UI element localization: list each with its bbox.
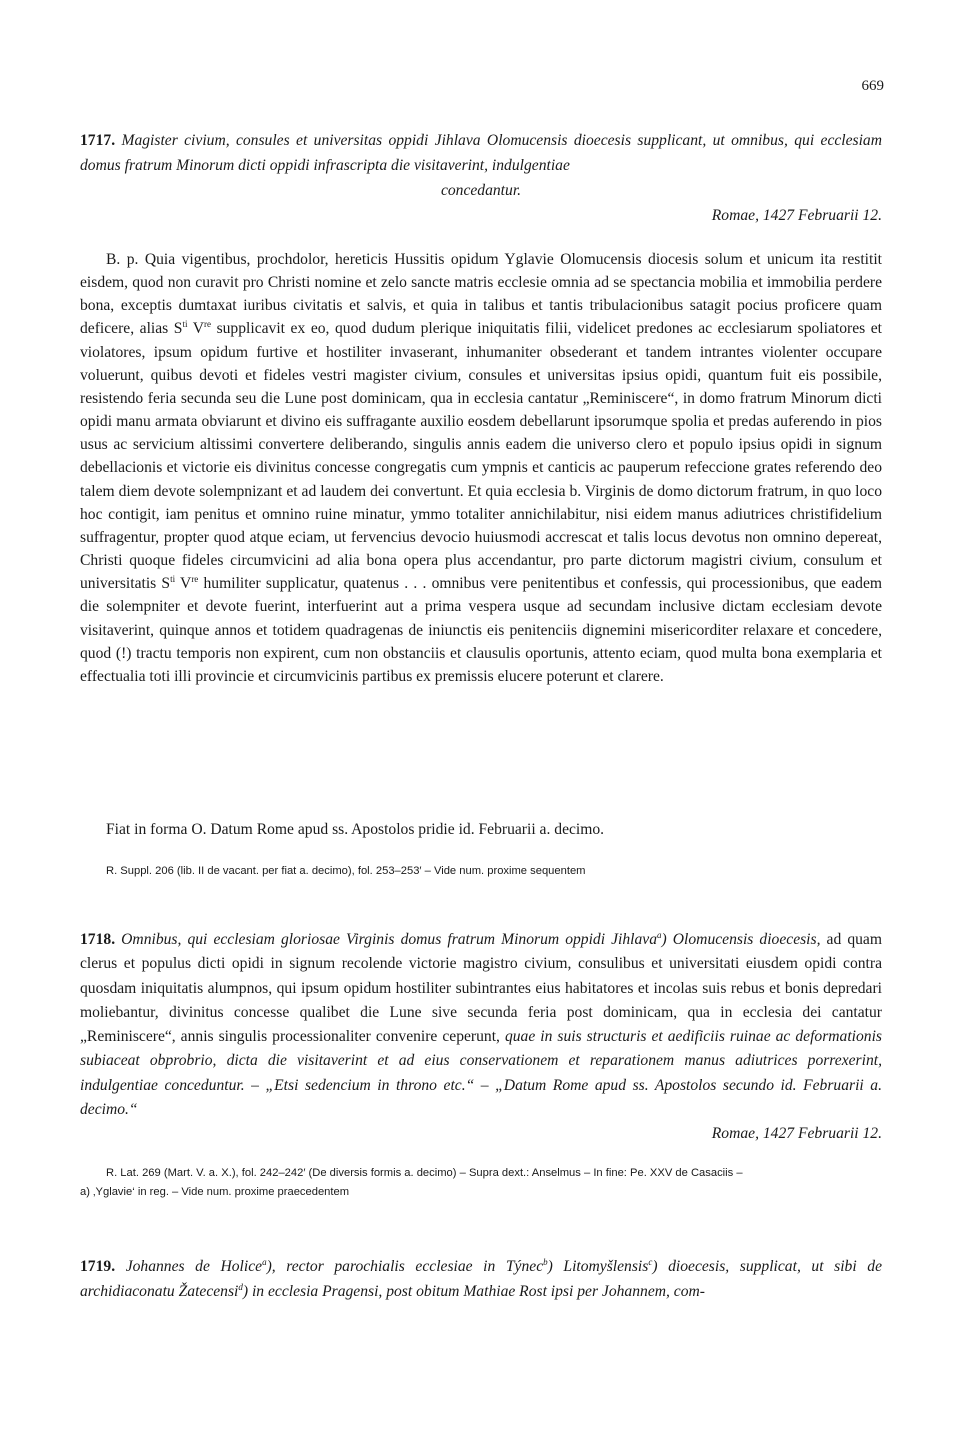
footnote: R. Suppl. 206 (lib. II de vacant. per fiat a. decimo), fol. 253–253′ – Vide num. proxime sequentem: [106, 865, 586, 877]
entry-1717-body: [80, 248, 882, 688]
entry-number: 1719.: [80, 1258, 116, 1275]
body-text-part-1: B. p. Quia vigentibus, prochdolor, hereticis Hussitis opidum Yglavie Olomucensis diocesis solum et unicum ita restitit eisdem, quod non curavit pro Christi nomine et zelo sancte matris ecclesie omnia ad se spectancia mobilia et immobilia perdere bona, exceptis dumtaxat iuribus civitatis et salvis, et quia in talibus et tantis tribulacionibus satagit pocius proficere quam deficere, alias S: [80, 251, 882, 338]
entry-1717: [80, 128, 882, 228]
footnote-line-1: R. Lat. 269 (Mart. V. a. X.), fol. 242–242′ (De diversis formis a. decimo) – Supra dext.: Anselmus – In fine: Pe. XXV de Casaciis –: [106, 1167, 743, 1179]
entry-title-c: quae in suis structuris et aedificiis ruinae ac deformationis subiaceat obprobrio, dicta die visitaverint et ad eius conservationem et reparationem manus adiutrices porrexerint, indulgentiae conceduntur. – „Etsi sedencium in throno etc.“ – „Datum Rome apud ss. Apostolos secundo id. Februarii a. decimo.“: [80, 1028, 882, 1119]
dateline: Romae, 1427 Februarii 12.: [711, 207, 882, 224]
entry-title-3: ) Litomyšlensis: [547, 1258, 649, 1275]
entry-heading: [80, 1254, 882, 1304]
entry-title-4: ) dioecesis, supplicat, ut sibi de archidiaconatu Žatecensi: [80, 1258, 882, 1300]
body-text-part-2: supplicavit ex eo, quod dudum plerique iniquitatis filii, videlicet predones ac ecclesiarum spoliatores et violatores, ipsum opidum furtive et hostiliter invaserant, inhumaniter obsederant et tandem intrantes violenter occupare voluerunt, quibus devoti et fideles vestri magister civium, consules et universitas ipsius opidi, quantum fuit eis possibile, resistendo feria secunda seu die Lune post dominicam, qua in ecclesia cantatur „Reminiscere“, in domo fratrum Minorum dicti opidi manu armata obviarunt et divino eis suffragante auxilio eosdem debellarunt ipsorumque spolia et predas auferendo in pios usus ac servicium altissimi convertere deliberando, singulis annis eadem die universo clero et populo ipsius opidi in signum debellacionis et victorie eis divinitus concesse congregatis cum ympnis et canticis ac pauperum refeccione grates referendo deo talem diem devote solempnizant et ad laudem dei convertunt. Et quia ecclesia b. Virginis de domo dictorum fratrum, in quo loco hoc contigit, iam penitus et omnino ruine minatur, ymmo totaliter annichilabitur, nisi eidem manus adiutrices christifidelium suffragentur, propter quod atque eciam, ut fervencius devocio huiusmodi accrescat et talis locus devotus non omnino depereat, Christi quoque fideles circumvicini ad alia bona opera plus accendantur, pro parte dictorum magistri civium, consulum et universitatis S: [80, 320, 882, 593]
entry-title-2: ), rector parochialis ecclesiae in Týnec: [266, 1258, 544, 1275]
entry-title-1: Johannes de Holice: [125, 1258, 263, 1275]
entry-heading: [80, 928, 882, 1122]
entry-number: 1718.: [80, 931, 116, 948]
superscript: re: [204, 319, 212, 330]
entry-number: 1717.: [80, 132, 116, 149]
superscript: re: [191, 574, 199, 584]
body-paragraph: [80, 248, 882, 688]
entry-title-5: ) in ecclesia Pragensi, post obitum Mathiae Rost ipsi per Johannem, com-: [242, 1283, 705, 1300]
entry-title-b: ) Olomucensis dioecesis,: [661, 931, 821, 948]
fiat-line-wrap: [80, 818, 882, 841]
superscript: b: [543, 1256, 548, 1267]
entry-1718: [80, 928, 882, 1146]
body-text-part-3: humiliter supplicatur, quatenus . . . omnibus vere penitentibus et confessis, qui processionibus, que eadem die solempniter et devote fuerint, interfuerint aut a prima vespera usque ad secundam inclusive dictam ecclesiam devote visitaverint, quinque annos et totidem quadragenas de iniunctis eis penitenciis dignemini misericorditer relaxare et concedere, quod (!) tractu temporis non expirent, cum non obstanciis et clausulis oportunis, attento eciam, quod multa bona exemplaria et effectualia toti illi provincie et circumvicinis partibus ex premissis elucere poterunt et clarere.: [80, 575, 882, 685]
superscript: d: [238, 1281, 243, 1292]
body-text-v: V: [187, 320, 205, 338]
dateline: Romae, 1427 Februarii 12.: [711, 1125, 882, 1143]
footnote: [80, 1164, 882, 1202]
footnote-1717-wrap: [80, 862, 882, 881]
body-text-v: V: [175, 575, 192, 593]
entry-text: ad quam clerus et populus dicti opidi in signum recolende victorie magistro civium, consulibus et universitati eiusdem opidi contra quosdam iniquitatis alumpnos, qui ipsum opidum hostiliter subintrantes eius habitatores et incolas suis rebus et bonis depredari moliebantur, divinitus concesse qualibet die Lune sive secunda feria post dominicam, qua in ecclesia dei cantatur „Reminiscere“, annis singulis processionaliter convenire ceperunt,: [80, 931, 882, 1046]
entry-title-end: concedantur.: [440, 182, 522, 199]
footnote-line-2: a) ‚Yglavie‘ in reg. – Vide num. proxime praecedentem: [80, 1186, 350, 1198]
fiat-line: Fiat in forma O. Datum Rome apud ss. Apostolos pridie id. Februarii a. decimo.: [106, 821, 605, 838]
superscript: c: [648, 1256, 653, 1267]
entry-1719: [80, 1254, 882, 1304]
superscript: a: [657, 929, 662, 940]
entry-title: Magister civium, consules et universitas oppidi Jihlava Olomucensis dioecesis supplicant, ut omnibus, qui ecclesiam domus fratrum Minorum dicti oppidi infrascripta die visitaverint, indulgentiae: [80, 132, 882, 174]
superscript: ti: [170, 574, 176, 584]
page-number: 669: [861, 78, 884, 94]
footnote-1718-wrap: [80, 1164, 882, 1202]
superscript: a: [262, 1256, 267, 1267]
entry-heading: [80, 128, 882, 178]
entry-title-a: Omnibus, qui ecclesiam gloriosae Virginis domus fratrum Minorum oppidi Jihlava: [121, 931, 658, 948]
superscript: ti: [182, 319, 188, 330]
